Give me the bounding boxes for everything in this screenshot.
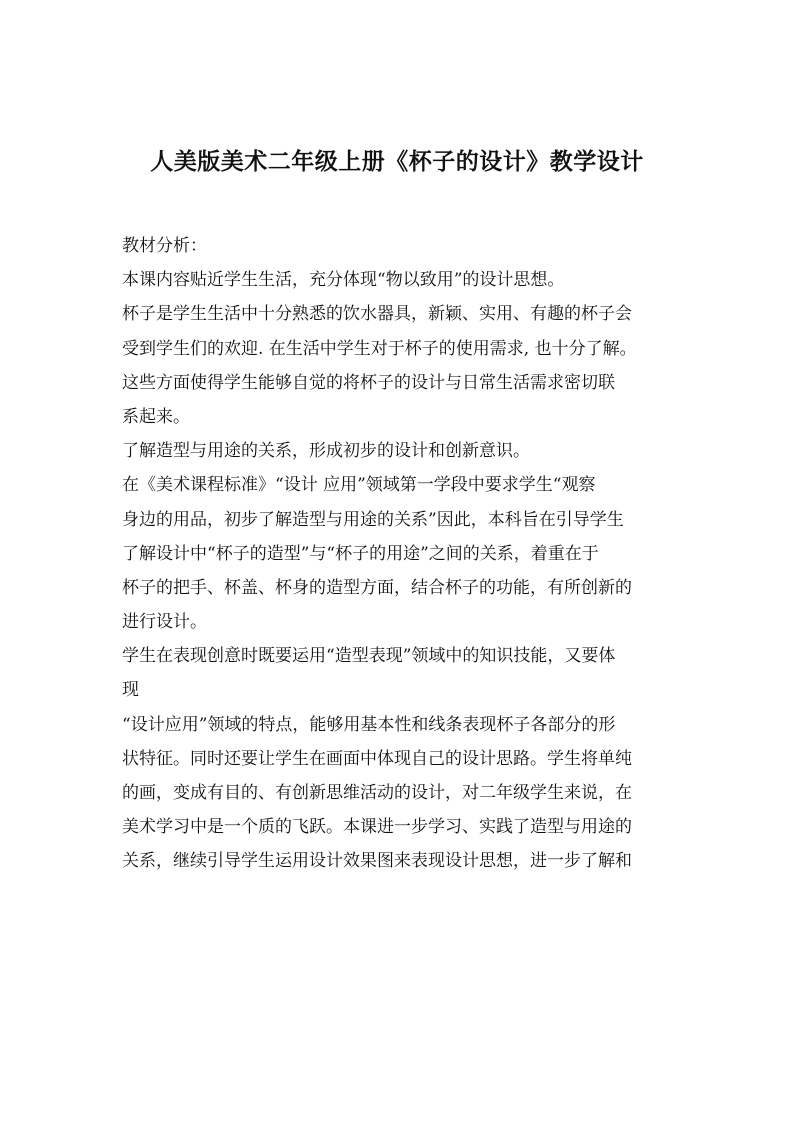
paragraph-line: 身边的用品，初步了解造型与用途的关系”因此，本科旨在引导学生 bbox=[122, 509, 624, 530]
paragraph-line: 状特征。同时还要让学生在画面中体现自己的设计思路。学生将单纯 bbox=[122, 748, 632, 769]
paragraph-line: 了解造型与用途的关系，形成初步的设计和创新意识。 bbox=[122, 441, 530, 462]
paragraph-line: 这些方面使得学生能够自觉的将杯子的设计与日常生活需求密切联 bbox=[122, 372, 615, 393]
paragraph-line: 关系，继续引导学生运用设计效果图来表现设计思想，进一步了解和 bbox=[122, 851, 632, 872]
paragraph-line: 本课内容贴近学生生活，充分体现“物以致用”的设计思想。 bbox=[122, 270, 565, 291]
paragraph-line: 杯子是学生生活中十分熟悉的饮水器具，新颖、实用、有趣的杯子会 bbox=[122, 304, 632, 325]
paragraph-line: 学生在表现创意时既要运用“造型表现”领域中的知识技能，又要体 bbox=[122, 646, 616, 667]
paragraph-line: 在《美术课程标准》“设计 应用”领域第一学段中要求学生“观察 bbox=[122, 475, 596, 496]
paragraph-line: 的画，变成有目的、有创新思维活动的设计，对二年级学生来说，在 bbox=[122, 783, 632, 803]
document-body bbox=[122, 229, 682, 879]
paragraph-line: 受到学生们的欢迎. 在生活中学生对于杯子的使用需求, 也十分了解。 bbox=[122, 338, 637, 359]
paragraph-line: 系起来。 bbox=[122, 406, 190, 427]
paragraph-line: 进行设计。 bbox=[122, 612, 207, 633]
document-title: 人美版美术二年级上册《杯子的设计》教学设计 bbox=[150, 149, 644, 175]
paragraph-line: 美术学习中是一个质的飞跃。本课进一步学习、实践了造型与用途的 bbox=[122, 817, 632, 838]
paragraph-line: 现 bbox=[122, 680, 139, 701]
paragraph-line: 杯子的把手、杯盖、杯身的造型方面，结合杯子的功能，有所创新的 bbox=[122, 577, 632, 598]
paragraph-line: 教材分析： bbox=[122, 236, 207, 256]
paragraph-line: 了解设计中“杯子的造型”与“杯子的用途”之间的关系，着重在于 bbox=[122, 543, 599, 564]
paragraph-line: “设计应用”领域的特点，能够用基本性和线条表现杯子各部分的形 bbox=[122, 714, 616, 735]
